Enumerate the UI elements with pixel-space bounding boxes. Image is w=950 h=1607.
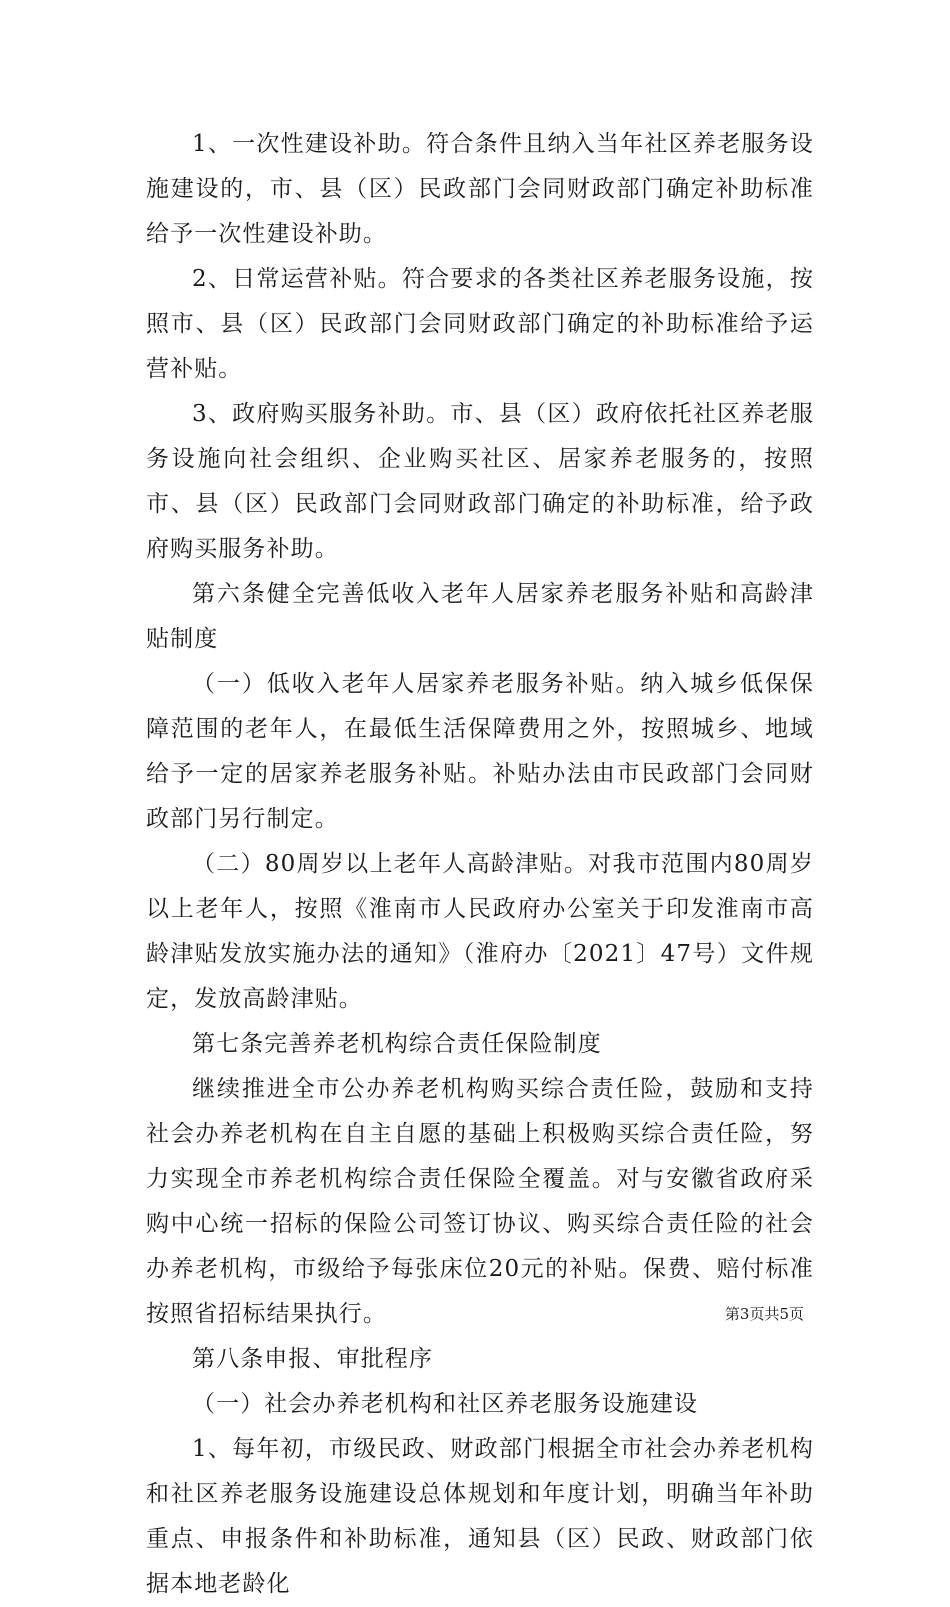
paragraph-senior-allowance: （二）80周岁以上老年人高龄津贴。对我市范围内80周岁以上老年人，按照《淮南市人民政府办公室关于印发淮南市高龄津贴发放实施办法的通知》（淮府办〔2021〕47号）文件规定，发放高龄津贴。 [146,851,814,1012]
article-6-heading: 第六条健全完善低收入老年人居家养老服务补贴和高龄津贴制度 [146,581,814,652]
paragraph-annual-procedure: 1、每年初，市级民政、财政部门根据全市社会办养老机构和社区养老服务设施建设总体规划和年度计划，明确当年补助重点、申报条件和补助标准，通知县（区）民政、财政部门依据本地老龄化 [146,1436,814,1597]
article-7-heading: 第七条完善养老机构综合责任保险制度 [192,1031,602,1057]
article-8-heading: 第八条申报、审批程序 [192,1346,433,1372]
paragraph-low-income-subsidy: （一）低收入老年人居家养老服务补贴。纳入城乡低保保障范围的老年人，在最低生活保障费用之外，按照城乡、地域给予一定的居家养老服务补贴。补贴办法由市民政部门会同财政部门另行制定。 [146,671,814,832]
document-body [146,122,814,1607]
page-number-footer: 第3页共5页 [724,1305,804,1323]
paragraph-liability-insurance: 继续推进全市公办养老机构购买综合责任险，鼓励和支持社会办养老机构在自主自愿的基础上积极购买综合责任险，努力实现全市养老机构综合责任保险全覆盖。对与安徽省政府采购中心统一招标的保险公司签订协议、购买综合责任险的社会办养老机构，市级给予每张床位20元的补贴。保费、赔付标准按照省招标结果执行。 [146,1076,814,1327]
paragraph-construction-subsidy: 1、一次性建设补助。符合条件且纳入当年社区养老服务设施建设的，市、县（区）民政部门会同财政部门确定补助标准给予一次性建设补助。 [146,131,814,247]
paragraph-section-1-heading: （一）社会办养老机构和社区养老服务设施建设 [192,1391,699,1417]
paragraph-purchase-service-subsidy: 3、政府购买服务补助。市、县（区）政府依托社区养老服务设施向社会组织、企业购买社区、居家养老服务的，按照市、县（区）民政部门会同财政部门确定的补助标准，给予政府购买服务补助。 [146,401,814,562]
paragraph-operation-subsidy: 2、日常运营补贴。符合要求的各类社区养老服务设施，按照市、县（区）民政部门会同财政部门确定的补助标准给予运营补贴。 [146,266,814,382]
